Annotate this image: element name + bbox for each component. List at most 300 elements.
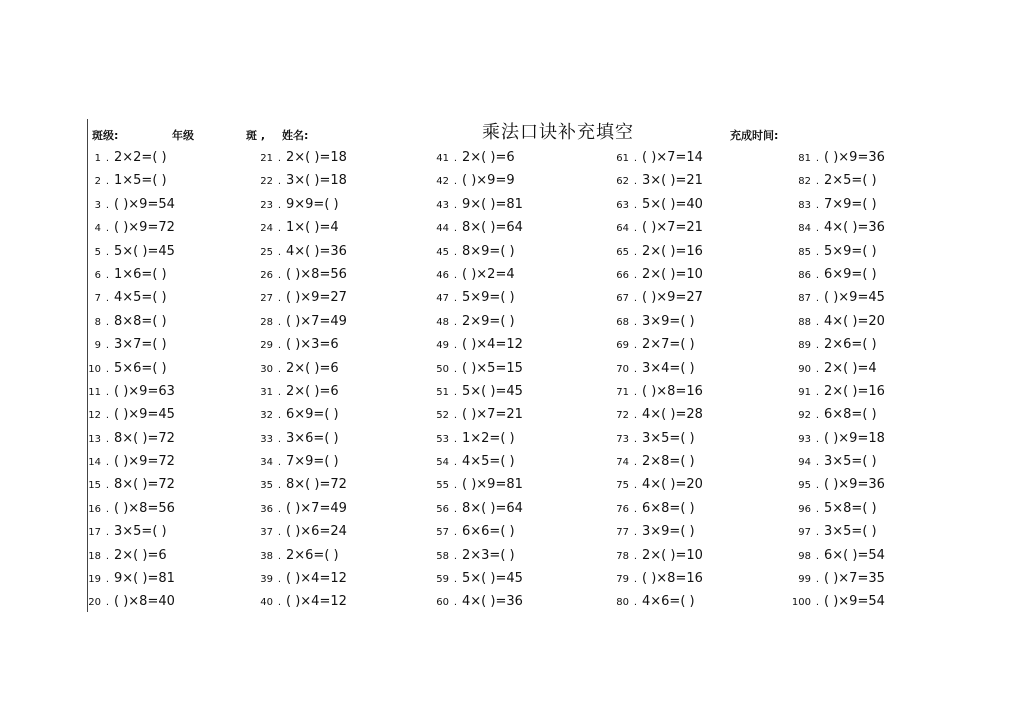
problem-number: 21 [260,153,273,164]
number-separator: . [815,386,820,398]
number-separator: . [453,153,458,164]
problem-item [784,567,885,590]
problem-item [422,240,523,263]
problem-number: 63 [616,199,629,211]
problem-item [422,590,523,613]
problem-item [602,590,703,613]
problem-equation: 4×6=( ) [642,594,695,610]
problem-equation: ( )×9=36 [824,150,885,165]
problem-number: 100 [791,597,811,609]
problem-number: 78 [616,550,629,562]
problem-item [74,567,175,590]
problem-item [784,520,885,543]
problem-number: 5 [94,246,101,258]
problem-item [246,357,347,380]
problem-item [422,286,523,309]
problem-item [602,310,703,333]
number-separator: . [277,550,282,562]
problem-item [246,427,347,450]
number-separator: . [453,574,458,586]
number-separator: . [105,176,110,188]
number-separator: . [633,410,638,422]
number-separator: . [633,480,638,492]
problem-item [246,193,347,216]
problem-number: 59 [436,574,449,586]
number-separator: . [277,457,282,469]
problem-number: 75 [616,480,629,492]
problem-number: 9 [94,340,101,352]
problem-number: 90 [798,363,811,375]
number-separator: . [815,550,820,562]
problem-equation: 3×5=( ) [824,524,877,540]
problem-equation: 2×6=( ) [824,337,877,353]
problem-number: 58 [436,550,449,562]
number-separator: . [453,340,458,352]
problem-item [74,497,175,520]
problem-item [784,263,885,286]
problem-equation: 5×( )=45 [114,243,175,259]
problem-number: 54 [436,457,449,469]
problem-number: 8 [94,316,101,328]
problem-item [784,497,885,520]
problem-number: 13 [88,433,101,445]
number-separator: . [277,199,282,211]
problem-number: 77 [616,527,629,539]
problem-item [602,169,703,192]
number-separator: . [453,480,458,492]
problem-item [422,380,523,403]
number-separator: . [815,223,820,235]
number-separator: . [633,597,638,609]
problem-equation: ( )×9=72 [114,220,175,236]
problem-equation: ( )×8=16 [642,571,703,587]
problem-number: 37 [260,527,273,539]
problem-number: 45 [436,246,449,258]
problem-number: 67 [616,293,629,305]
number-separator: . [815,503,820,515]
problem-equation: 2×( )=18 [286,150,347,165]
problem-number: 18 [88,550,101,562]
problem-item [784,169,885,192]
problem-item [602,240,703,263]
problem-item [602,450,703,473]
problem-equation: 2×8=( ) [642,454,695,470]
problem-equation: ( )×7=21 [462,407,523,423]
problem-number: 3 [94,199,101,211]
problem-number: 74 [616,457,629,469]
number-separator: . [277,246,282,258]
problem-item [784,240,885,263]
problem-equation: ( )×7=49 [286,500,347,516]
number-separator: . [815,340,820,352]
problem-equation: ( )×9=54 [824,594,885,610]
problem-number: 27 [260,293,273,305]
problem-item [246,286,347,309]
problem-number: 42 [436,176,449,188]
problem-number: 89 [798,340,811,352]
problem-item [784,380,885,403]
problem-equation: 5×9=( ) [824,243,877,259]
problem-item [422,263,523,286]
problem-equation: 1×2=( ) [462,430,515,446]
problem-equation: 2×( )=10 [642,266,703,282]
number-separator: . [277,176,282,188]
number-separator: . [453,293,458,305]
number-separator: . [453,457,458,469]
problem-item [784,286,885,309]
number-separator: . [105,480,110,492]
problem-number: 53 [436,433,449,445]
problem-equation: 8×( )=64 [462,500,523,516]
problem-equation: 2×3=( ) [462,547,515,563]
problem-item [246,520,347,543]
problem-equation: 6×8=( ) [824,407,877,423]
number-separator: . [633,293,638,305]
number-separator: . [105,316,110,328]
problem-item [422,310,523,333]
number-separator: . [277,527,282,539]
problem-number: 30 [260,363,273,375]
problem-equation: 2×( )=6 [114,547,167,563]
number-separator: . [815,410,820,422]
problem-equation: 4×( )=36 [462,594,523,610]
number-separator: . [633,457,638,469]
number-separator: . [105,223,110,235]
problem-number: 60 [436,597,449,609]
problem-number: 12 [88,410,101,422]
problem-number: 26 [260,269,273,281]
problem-number: 16 [88,503,101,515]
number-separator: . [453,527,458,539]
problem-equation: 1×( )=4 [286,220,339,236]
problem-item [246,146,347,169]
problem-item [602,357,703,380]
problem-number: 47 [436,293,449,305]
problem-item [74,193,175,216]
number-separator: . [277,480,282,492]
number-separator: . [633,363,638,375]
number-separator: . [815,433,820,445]
problem-equation: 8×( )=72 [286,477,347,493]
problem-item [422,497,523,520]
problem-equation: 3×5=( ) [642,430,695,446]
problem-equation: 4×( )=28 [642,407,703,423]
problem-number: 73 [616,433,629,445]
problem-column-1 [74,146,175,614]
number-separator: . [633,503,638,515]
number-separator: . [277,153,282,164]
problem-number: 22 [260,176,273,188]
problem-number: 28 [260,316,273,328]
problem-number: 2 [94,176,101,188]
problem-equation: 6×9=( ) [286,407,339,423]
problem-number: 65 [616,246,629,258]
number-separator: . [815,246,820,258]
problem-item [246,403,347,426]
problem-equation: 4×( )=36 [824,220,885,236]
problem-item [602,497,703,520]
number-separator: . [453,550,458,562]
problem-item [74,333,175,356]
number-separator: . [633,223,638,235]
problem-item [74,146,175,169]
problem-number: 87 [798,293,811,305]
problem-item [74,427,175,450]
number-separator: . [277,363,282,375]
problem-item [74,263,175,286]
number-separator: . [453,223,458,235]
class-label: 斑级: [92,129,119,142]
problem-number: 33 [260,433,273,445]
problem-equation: 5×9=( ) [462,290,515,306]
problem-equation: ( )×9=18 [824,430,885,446]
problem-item [602,567,703,590]
problem-equation: ( )×2=4 [462,266,515,282]
problem-number: 56 [436,503,449,515]
problem-number: 86 [798,269,811,281]
problem-item [784,193,885,216]
name-label: 姓名: [282,129,309,142]
problem-equation: ( )×9=54 [114,196,175,212]
problem-item [602,333,703,356]
problem-number: 95 [798,480,811,492]
problem-item [74,357,175,380]
number-separator: . [453,597,458,609]
problem-item [246,216,347,239]
problem-item [246,240,347,263]
problem-equation: 3×5=( ) [114,524,167,540]
problem-number: 83 [798,199,811,211]
problem-item [422,473,523,496]
problem-equation: 8×( )=72 [114,477,175,493]
problem-number: 55 [436,480,449,492]
problem-equation: 4×( )=20 [824,313,885,329]
problem-equation: 2×( )=4 [824,360,877,376]
problem-equation: 5×6=( ) [114,360,167,376]
problem-number: 23 [260,199,273,211]
problem-equation: 7×9=( ) [824,196,877,212]
problem-equation: ( )×7=49 [286,313,347,329]
number-separator: . [633,199,638,211]
problem-number: 7 [94,293,101,305]
number-separator: . [105,199,110,211]
problem-item [784,427,885,450]
number-separator: . [105,153,110,164]
problem-column-3 [422,146,523,614]
problem-equation: 2×( )=6 [286,383,339,399]
problem-equation: ( )×9=27 [286,290,347,306]
problem-number: 20 [88,597,101,609]
problem-number: 10 [88,363,101,375]
problem-number: 34 [260,457,273,469]
problem-equation: 2×( )=16 [824,383,885,399]
problem-item [246,590,347,613]
grade-label: 年级 [172,129,194,142]
number-separator: . [633,433,638,445]
problem-number: 38 [260,550,273,562]
number-separator: . [105,574,110,586]
problem-equation: 8×( )=64 [462,220,523,236]
problem-item [422,357,523,380]
problem-item [602,263,703,286]
problem-number: 40 [260,597,273,609]
problem-equation: 5×8=( ) [824,500,877,516]
problem-equation: ( )×4=12 [286,571,347,587]
number-separator: . [277,574,282,586]
problem-item [74,310,175,333]
problem-number: 43 [436,199,449,211]
problem-number: 69 [616,340,629,352]
number-separator: . [277,433,282,445]
problem-item [422,403,523,426]
number-separator: . [277,597,282,609]
problem-item [246,567,347,590]
problem-equation: 4×5=( ) [114,290,167,306]
problem-equation: ( )×9=72 [114,454,175,470]
problem-equation: 3×6=( ) [286,430,339,446]
number-separator: . [815,199,820,211]
number-separator: . [453,363,458,375]
problem-number: 76 [616,503,629,515]
number-separator: . [633,527,638,539]
problem-number: 96 [798,503,811,515]
problem-equation: 4×( )=20 [642,477,703,493]
problem-item [602,473,703,496]
problem-equation: ( )×3=6 [286,337,339,353]
problem-item [602,216,703,239]
number-separator: . [105,363,110,375]
problem-number: 97 [798,527,811,539]
problem-number: 71 [616,386,629,398]
problem-item [246,544,347,567]
number-separator: . [105,550,110,562]
problem-equation: 3×9=( ) [642,313,695,329]
problem-number: 17 [88,527,101,539]
problem-equation: 8×8=( ) [114,313,167,329]
number-separator: . [105,597,110,609]
number-separator: . [633,269,638,281]
number-separator: . [633,340,638,352]
problem-equation: 3×5=( ) [824,454,877,470]
problem-number: 91 [798,386,811,398]
problem-equation: ( )×8=56 [114,500,175,516]
problem-number: 99 [798,574,811,586]
number-separator: . [453,410,458,422]
problem-item [74,520,175,543]
problem-item [74,286,175,309]
problem-item [246,473,347,496]
number-separator: . [105,269,110,281]
problem-item [602,193,703,216]
problem-equation: ( )×9=45 [824,290,885,306]
problem-item [74,473,175,496]
problem-item [74,590,175,613]
problem-number: 51 [436,386,449,398]
number-separator: . [633,550,638,562]
problem-equation: 3×4=( ) [642,360,695,376]
problem-equation: 3×7=( ) [114,337,167,353]
number-separator: . [277,316,282,328]
problem-equation: ( )×8=16 [642,383,703,399]
number-separator: . [453,503,458,515]
problem-equation: ( )×9=27 [642,290,703,306]
number-separator: . [105,246,110,258]
problem-equation: ( )×9=9 [462,173,515,189]
problem-item [422,567,523,590]
problem-item [422,450,523,473]
number-separator: . [633,316,638,328]
problem-equation: 2×( )=6 [286,360,339,376]
problem-item [246,333,347,356]
problem-item [784,590,885,613]
problem-number: 31 [260,386,273,398]
page-title: 乘法口诀补充填空 [482,122,634,143]
problem-item [784,310,885,333]
number-separator: . [815,457,820,469]
problem-number: 52 [436,410,449,422]
number-separator: . [453,246,458,258]
problem-number: 50 [436,363,449,375]
problem-equation: 6×6=( ) [462,524,515,540]
problem-equation: ( )×8=40 [114,594,175,610]
problem-equation: 4×5=( ) [462,454,515,470]
problem-item [602,544,703,567]
problem-item [602,380,703,403]
problem-equation: 3×( )=21 [642,173,703,189]
number-separator: . [453,199,458,211]
number-separator: . [105,386,110,398]
problem-item [422,544,523,567]
number-separator: . [815,153,820,164]
problem-item [602,427,703,450]
problem-number: 44 [436,223,449,235]
problem-item [784,146,885,169]
number-separator: . [105,433,110,445]
problem-number: 80 [616,597,629,609]
problem-number: 39 [260,574,273,586]
number-separator: . [277,223,282,235]
number-separator: . [105,410,110,422]
problem-item [784,216,885,239]
problem-equation: 3×( )=18 [286,173,347,189]
problem-number: 92 [798,410,811,422]
problem-item [422,146,523,169]
problem-item [784,450,885,473]
problem-equation: 2×( )=16 [642,243,703,259]
problem-item [784,403,885,426]
number-separator: . [277,503,282,515]
number-separator: . [277,269,282,281]
problem-equation: ( )×5=15 [462,360,523,376]
problem-column-2 [246,146,347,614]
problem-item [74,169,175,192]
problem-item [422,169,523,192]
problem-equation: 1×6=( ) [114,266,167,282]
problem-equation: ( )×9=81 [462,477,523,493]
problem-equation: ( )×6=24 [286,524,347,540]
problem-number: 64 [616,223,629,235]
problem-number: 94 [798,457,811,469]
number-separator: . [633,153,638,164]
problem-equation: 2×7=( ) [642,337,695,353]
number-separator: . [277,340,282,352]
problem-item [422,216,523,239]
number-separator: . [453,386,458,398]
problem-equation: 5×( )=45 [462,383,523,399]
problem-number: 98 [798,550,811,562]
problem-item [74,544,175,567]
problem-number: 57 [436,527,449,539]
